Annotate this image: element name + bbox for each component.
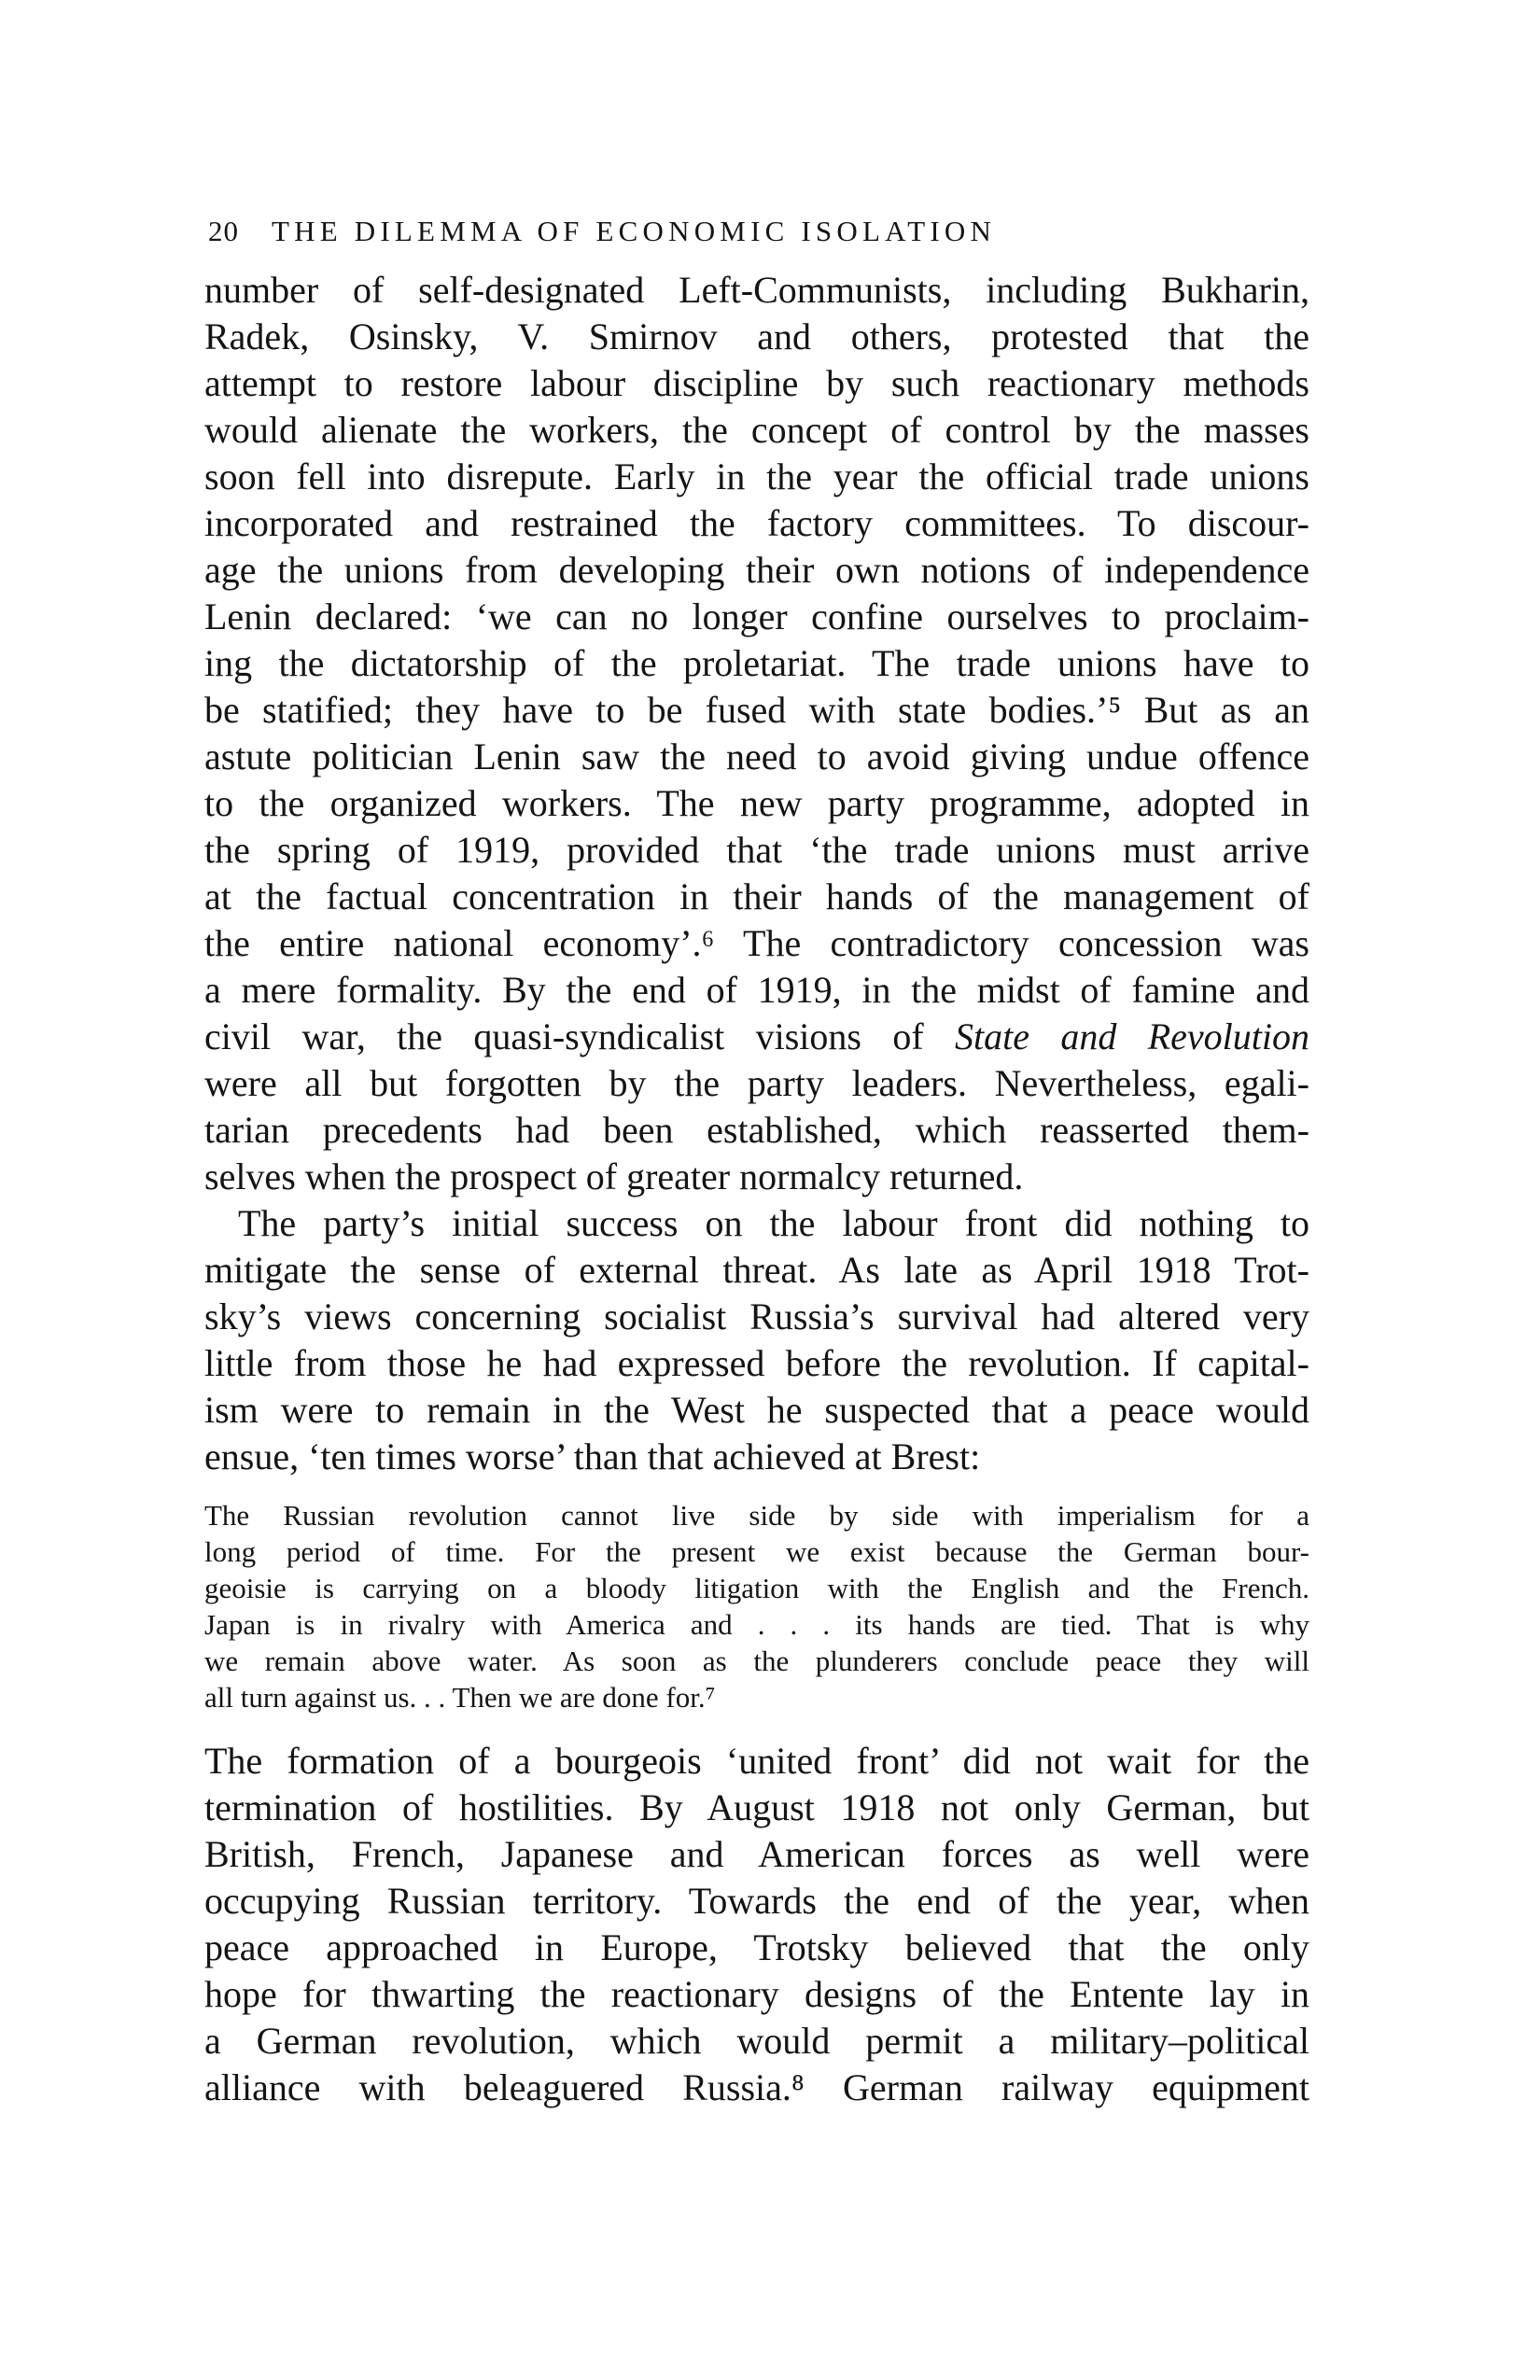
text-line: British, French, Japanese and American forces as well were [204, 1833, 1309, 1875]
text-line: at the factual concentration in their hands of the management of [204, 875, 1309, 917]
paragraph-2 [204, 1200, 1309, 1480]
text-line: number of self-designated Left-Communists, including Bukharin, [204, 269, 1309, 311]
quote-line: geoisie is carrying on a bloody litigation with the English and the French. [204, 1572, 1309, 1604]
quote-line: long period of time. For the present we exist because the German bour- [204, 1535, 1309, 1568]
running-head-title: THE DILEMMA OF ECONOMIC ISOLATION [272, 215, 997, 247]
text-line-with-italic-title: civil war, the quasi-syndicalist visions of State and Revolution [204, 1015, 1309, 1057]
text-line: be statified; they have to be fused with state bodies.’⁵ But as an [204, 689, 1309, 731]
paragraph-1 [204, 267, 1309, 1200]
quote-line: The Russian revolution cannot live side by side with imperialism for a [204, 1499, 1309, 1532]
text-line: a mere formality. By the end of 1919, in the midst of famine and [204, 969, 1309, 1011]
text-line: were all but forgotten by the party leaders. Nevertheless, egali- [204, 1062, 1309, 1104]
quote-line: Japan is in rivalry with America and . . . its hands are tied. That is why [204, 1608, 1309, 1641]
text-line: mitigate the sense of external threat. As late as April 1918 Trot- [204, 1249, 1309, 1291]
text-line: tarian precedents had been established, which reasserted them- [204, 1109, 1309, 1151]
text-line: attempt to restore labour discipline by such reactionary methods [204, 362, 1309, 404]
text-line: a German revolution, which would permit a military–political [204, 2020, 1309, 2062]
text-line: sky’s views concerning socialist Russia’s survival had altered very [204, 1295, 1309, 1337]
text-line: would alienate the workers, the concept of control by the masses [204, 409, 1309, 451]
text-line: alliance with beleaguered Russia.⁸ German railway equipment [204, 2066, 1309, 2108]
quote-line: we remain above water. As soon as the plunderers conclude peace they will [204, 1645, 1309, 1677]
text-line: occupying Russian territory. Towards the end of the year, when [204, 1880, 1309, 1922]
text-line: Lenin declared: ‘we can no longer confine ourselves to proclaim- [204, 595, 1309, 637]
text-line: ism were to remain in the West he suspected that a peace would [204, 1389, 1309, 1431]
block-quote [204, 1497, 1309, 1715]
text-block [204, 267, 1309, 2111]
text-line: age the unions from developing their own notions of independence [204, 549, 1309, 591]
page-number: 20 [208, 215, 239, 247]
text-line: termination of hostilities. By August 1918 not only German, but [204, 1786, 1309, 1828]
text-line: the spring of 1919, provided that ‘the trade unions must arrive [204, 829, 1309, 871]
text-line: astute politician Lenin saw the need to avoid giving undue offence [204, 735, 1309, 777]
text-line: selves when the prospect of greater normalcy returned. [204, 1155, 1024, 1197]
text-line: little from those he had expressed before the revolution. If capital- [204, 1342, 1309, 1384]
running-head [208, 213, 1309, 250]
quote-line: all turn against us. . . Then we are done for.⁷ [204, 1681, 716, 1714]
text-line: incorporated and restrained the factory committees. To discour- [204, 502, 1309, 544]
text-line: ensue, ‘ten times worse’ than that achieved at Brest: [204, 1435, 981, 1477]
paragraph-3 [204, 1738, 1309, 2111]
text-line: The party’s initial success on the labour front did nothing to [238, 1202, 1309, 1244]
text-line: peace approached in Europe, Trotsky believed that the only [204, 1926, 1309, 1968]
text-line: The formation of a bourgeois ‘united front’ did not wait for the [204, 1740, 1309, 1782]
text-line: Radek, Osinsky, V. Smirnov and others, protested that the [204, 315, 1309, 357]
text-line: to the organized workers. The new party programme, adopted in [204, 782, 1309, 824]
text-line: ing the dictatorship of the proletariat. The trade unions have to [204, 642, 1309, 684]
italic-book-title: State and Revolution [955, 1015, 1309, 1057]
text-line: the entire national economy’.⁶ The contradictory concession was [204, 922, 1309, 964]
text-line: soon fell into disrepute. Early in the year the official trade unions [204, 455, 1309, 497]
text-line: hope for thwarting the reactionary designs of the Entente lay in [204, 1973, 1309, 2015]
